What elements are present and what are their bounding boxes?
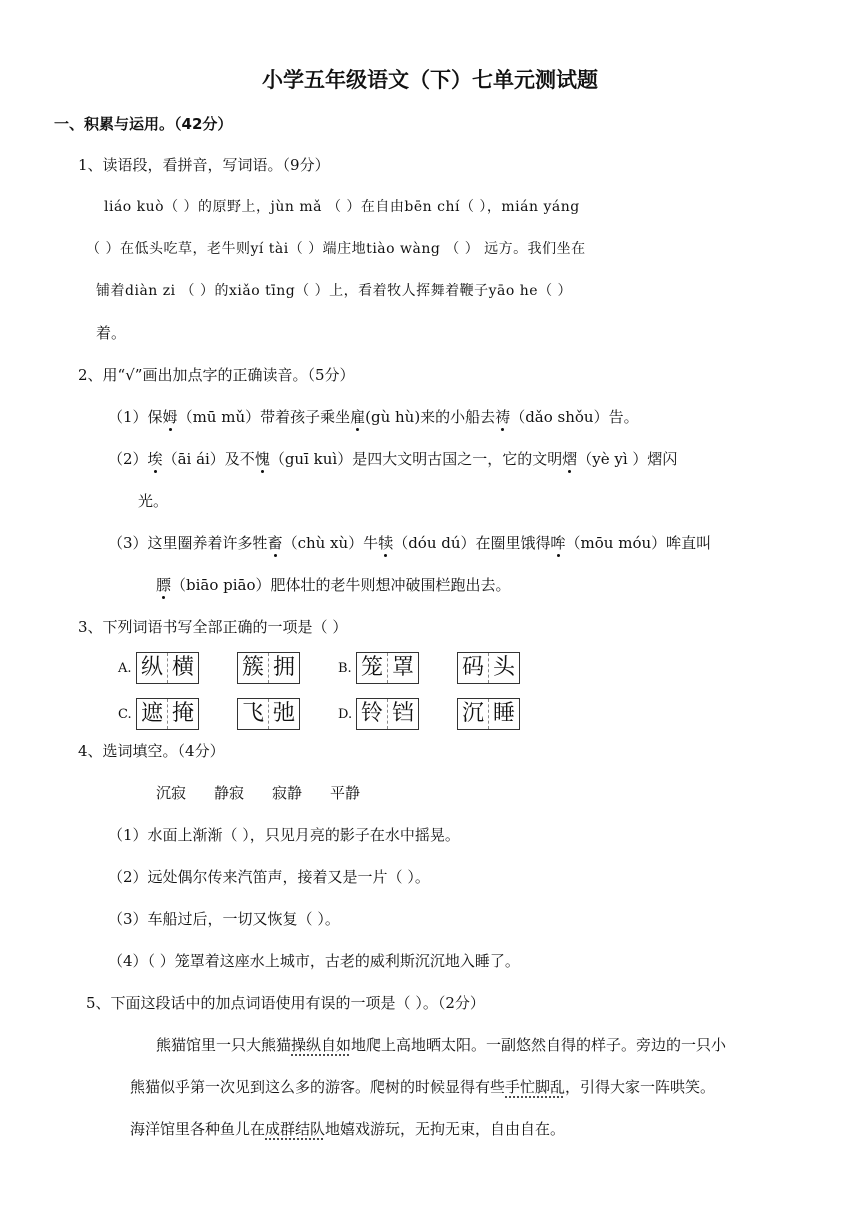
option-row (118, 698, 558, 730)
question-4-item: （3）车船过后，一切又恢复（ ）。 (108, 910, 340, 928)
question-5-paragraph: 熊猫馆里一只大熊猫操纵自如地爬上高地晒太阳。一副悠然自得的样子。旁边的一只小 (156, 1036, 727, 1054)
word-box: 铃 铛 (356, 698, 419, 730)
question-2-item-3: （3）这里圈养着许多牲畜（chù xù）牛犊（dóu dú）在圈里饿得哞（mōu móu）哞直叫 (108, 534, 712, 552)
word-box: 纵 横 (136, 652, 199, 684)
question-4-item: （4）（ ）笼罩着这座水上城市，古老的威利斯沉沉地入睡了。 (108, 952, 520, 970)
word-box: 码 头 (457, 652, 520, 684)
question-4-item: （1）水面上渐渐（ ），只见月亮的影子在水中摇晃。 (108, 826, 460, 844)
word-box: 遮 掩 (136, 698, 199, 730)
dotted-term: 手忙脚乱 (505, 1078, 566, 1096)
option-label-b: B. (338, 660, 352, 676)
question-2-heading: 2、用“√”画出加点字的正确读音。（5分） (78, 366, 355, 384)
section-heading: 一、积累与运用。（42分） (54, 115, 233, 133)
word-box: 沉 睡 (457, 698, 520, 730)
option-label-c: C. (118, 706, 132, 722)
question-1-line: 铺着diàn zi （ ）的xiǎo tīng（ ）上，看着牧人挥舞着鞭子yāo he（ ） (96, 283, 573, 299)
question-4-item: （2）远处偶尔传来汽笛声，接着又是一片（ ）。 (108, 868, 430, 886)
word-box: 笼 罩 (356, 652, 419, 684)
option-label-d: D. (338, 706, 353, 722)
option-label-a: A. (118, 660, 132, 676)
dotted-term: 成群结队 (265, 1120, 326, 1138)
question-1-line: （ ）在低头吃草，老牛则yí tài（ ）端庄地tiào wàng （ ） 远方。我们坐在 (86, 241, 586, 257)
question-3-heading: 3、下列词语书写全部正确的一项是（ ） (78, 618, 348, 636)
word-box: 飞 弛 (237, 698, 300, 730)
question-4-heading: 4、选词填空。（4分） (78, 742, 225, 760)
question-5-paragraph: 海洋馆里各种鱼儿在成群结队地嬉戏游玩，无拘无束，自由自在。 (130, 1120, 566, 1138)
dotted-term: 操纵自如 (291, 1036, 352, 1054)
word-choices: 沉寂 静寂 寂静 平静 (156, 784, 361, 802)
question-2-item-2-cont: 光。 (138, 492, 169, 510)
question-2-item-2: （2）埃（āi ái）及不愧（guī kuì）是四大文明古国之一，它的文明熠（yè yì ）熠闪 (108, 450, 678, 468)
question-1-line: 着。 (96, 324, 127, 342)
question-2-item-1: （1）保姆（mū mǔ）带着孩子乘坐雇(gù hù)来的小船去祷（dǎo shǒu）告。 (108, 408, 639, 426)
question-5-paragraph: 熊猫似乎第一次见到这么多的游客。爬树的时候显得有些手忙脚乱，引得大家一阵哄笑。 (130, 1078, 716, 1096)
question-5-heading: 5、下面这段话中的加点词语使用有误的一项是（ ）。（2分） (86, 994, 485, 1012)
question-1-heading: 1、读语段，看拼音，写词语。（9分） (78, 156, 330, 174)
question-2-item-3-cont: 膘（biāo piāo）肥体壮的老牛则想冲破围栏跑出去。 (156, 576, 511, 594)
page-title: 小学五年级语文（下）七单元测试题 (262, 68, 598, 92)
word-box: 簇 拥 (237, 652, 300, 684)
question-1-line: liáo kuò（ ）的原野上，jùn mǎ （ ）在自由bēn chí（ ），mián yáng (104, 199, 580, 215)
option-row (118, 652, 558, 684)
